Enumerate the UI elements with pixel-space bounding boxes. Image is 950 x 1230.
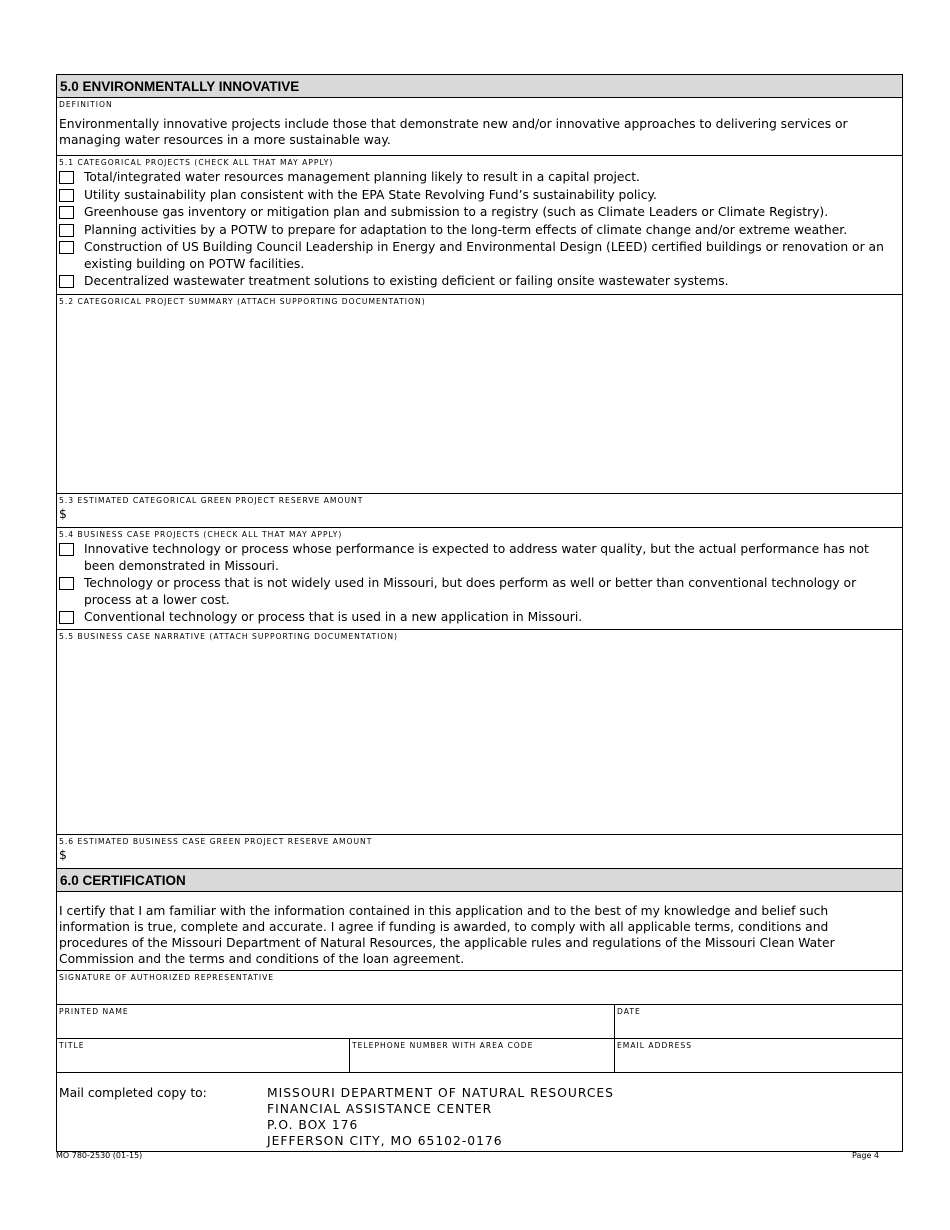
categorical-checkbox-list <box>57 168 902 290</box>
definition-label: DEFINITION <box>59 100 113 109</box>
categorical-option: Greenhouse gas inventory or mitigation plan and submission to a registry (such as Climate Leaders or Climate Registry). <box>57 204 902 221</box>
checkbox[interactable] <box>59 577 74 590</box>
name-date-row <box>57 1005 902 1039</box>
checkbox[interactable] <box>59 189 74 202</box>
mail-address-line: JEFFERSON CITY, MO 65102-0176 <box>267 1134 503 1148</box>
mail-address-line: FINANCIAL ASSISTANCE CENTER <box>267 1102 493 1116</box>
checkbox[interactable] <box>59 224 74 237</box>
telephone-field[interactable] <box>350 1039 615 1072</box>
business-checkbox-list <box>57 540 902 626</box>
checkbox[interactable] <box>59 275 74 288</box>
definition-text: Environmentally innovative projects include those that demonstrate new and/or innovative approaches to delivering services or managing water resources in a more sustainable way. <box>59 117 848 147</box>
printed-name-field[interactable] <box>57 1005 615 1038</box>
mail-label: Mail completed copy to: <box>59 1086 207 1100</box>
certification-block <box>57 892 902 971</box>
email-field[interactable] <box>615 1039 902 1072</box>
printed-name-label: PRINTED NAME <box>59 1007 129 1016</box>
definition-block <box>57 98 902 156</box>
categorical-amount-label: 5.3 ESTIMATED CATEGORICAL GREEN PROJECT RESERVE AMOUNT <box>59 496 364 505</box>
checkbox[interactable] <box>59 171 74 184</box>
categorical-option: Planning activities by a POTW to prepare for adaptation to the long-term effects of climate change and/or extreme weather. <box>57 222 902 239</box>
title-field[interactable] <box>57 1039 350 1072</box>
mail-address-line: P.O. BOX 176 <box>267 1118 359 1132</box>
telephone-label: TELEPHONE NUMBER WITH AREA CODE <box>352 1041 534 1050</box>
signature-field[interactable] <box>57 971 902 1005</box>
title-phone-email-row <box>57 1039 902 1073</box>
mail-address-line: MISSOURI DEPARTMENT OF NATURAL RESOURCES <box>267 1086 614 1100</box>
signature-label: SIGNATURE OF AUTHORIZED REPRESENTATIVE <box>59 973 275 982</box>
mailing-instructions <box>57 1073 902 1151</box>
section-5-header <box>57 75 902 98</box>
checkbox[interactable] <box>59 611 74 624</box>
certification-text: I certify that I am familiar with the information contained in this application and to the best of my knowledge and belief such information is true, complete and accurate. I agree if funding is awarded, to comply with all applicable terms, conditions and procedures of the Missouri Department of Natural Resources, the applicable rules and regulations of the Missouri Clean Water Commission and the terms and conditions of the loan agreement. <box>59 904 835 966</box>
business-amount-field[interactable] <box>57 835 902 869</box>
checkbox[interactable] <box>59 543 74 556</box>
business-option: Conventional technology or process that is used in a new application in Missouri. <box>57 609 902 626</box>
business-narrative-field[interactable] <box>57 630 902 835</box>
business-amount-label: 5.6 ESTIMATED BUSINESS CASE GREEN PROJECT RESERVE AMOUNT <box>59 837 373 846</box>
categorical-projects-label: 5.1 CATEGORICAL PROJECTS (CHECK ALL THAT MAY APPLY) <box>59 158 334 167</box>
title-label: TITLE <box>59 1041 85 1050</box>
categorical-summary-field[interactable] <box>57 295 902 494</box>
business-narrative-label: 5.5 BUSINESS CASE NARRATIVE (ATTACH SUPPORTING DOCUMENTATION) <box>59 632 398 641</box>
date-field[interactable] <box>615 1005 902 1038</box>
email-label: EMAIL ADDRESS <box>617 1041 693 1050</box>
categorical-summary-label: 5.2 CATEGORICAL PROJECT SUMMARY (ATTACH SUPPORTING DOCUMENTATION) <box>59 297 426 306</box>
categorical-option: Utility sustainability plan consistent with the EPA State Revolving Fund’s sustainability policy. <box>57 187 902 204</box>
section-6-title: 6.0 CERTIFICATION <box>60 873 186 888</box>
section-5-title: 5.0 ENVIRONMENTALLY INNOVATIVE <box>60 79 300 94</box>
business-case-projects-block <box>57 528 902 630</box>
business-option: Technology or process that is not widely used in Missouri, but does perform as well or better than conventional technology or process at a lower cost. <box>57 575 902 608</box>
application-form <box>56 74 903 1152</box>
currency-symbol: $ <box>59 507 67 521</box>
categorical-option: Decentralized wastewater treatment solutions to existing deficient or failing onsite wastewater systems. <box>57 273 902 290</box>
business-case-label: 5.4 BUSINESS CASE PROJECTS (CHECK ALL THAT MAY APPLY) <box>59 530 343 539</box>
section-6-header <box>57 869 902 892</box>
checkbox[interactable] <box>59 241 74 254</box>
business-option: Innovative technology or process whose performance is expected to address water quality, but the actual performance has not been demonstrated in Missouri. <box>57 541 902 574</box>
form-number: MO 780-2530 (01-15) <box>56 1151 143 1160</box>
categorical-option: Construction of US Building Council Leadership in Energy and Environmental Design (LEED) certified buildings or renovation or an existing building on POTW facilities. <box>57 239 902 272</box>
page-number: Page 4 <box>852 1151 879 1160</box>
categorical-projects-block <box>57 156 902 295</box>
date-label: DATE <box>617 1007 641 1016</box>
categorical-option: Total/integrated water resources management planning likely to result in a capital project. <box>57 169 902 186</box>
mail-address <box>267 1085 614 1149</box>
checkbox[interactable] <box>59 206 74 219</box>
currency-symbol: $ <box>59 848 67 862</box>
categorical-amount-field[interactable] <box>57 494 902 528</box>
